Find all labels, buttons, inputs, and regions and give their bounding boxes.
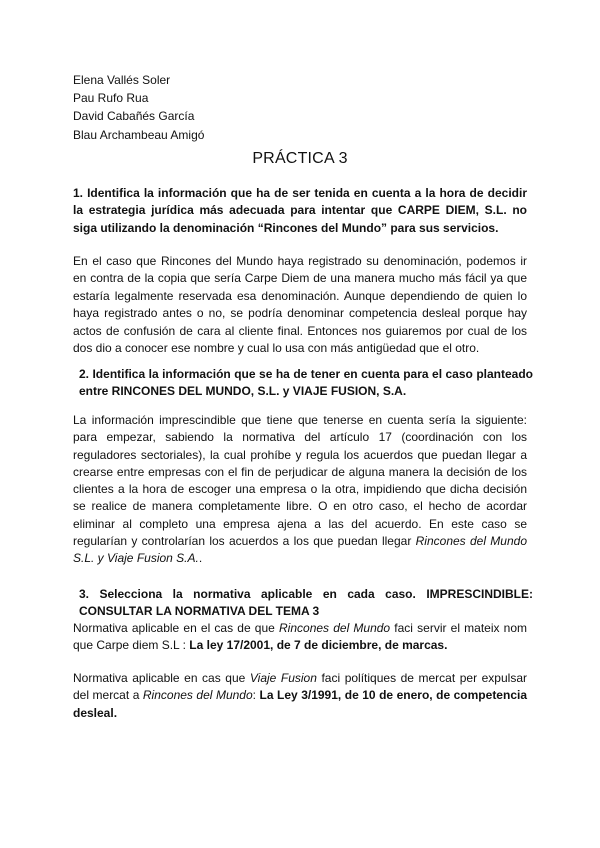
question-2: 2. Identifica la información que se ha de tener en cuenta para el caso planteado entre RINCONES DEL MUNDO, S.L. y VIAJE FUSION, S.A. [79,367,533,399]
answer-4-mid: faci polítiques de mercat per expulsar del mercat a [73,671,527,703]
author-name: Pau Rufo Rua [73,91,149,106]
question-1: 1. Identifica la información que ha de ser tenida en cuenta a la hora de decidir la estrategia jurídica más adecuada para intentar que CARPE DIEM, S.L. no siga utilizando la denominación “Rincones del Mundo” para sus servicios. [73,186,527,235]
answer-2 [73,412,527,568]
question-3: 3. Selecciona la normativa aplicable en cada caso. IMPRESCINDIBLE: CONSULTAR LA NORMATIVA DEL TEMA 3 [79,587,533,619]
answer-3-pre: Normativa aplicable en el cas de que [73,621,275,635]
answer-3-italic: Rincones del Mundo [279,621,391,635]
answer-4-colon: : [252,688,256,703]
page-title: PRÁCTICA 3 [252,150,348,167]
answer-4-italic-2: Rincones del Mundo [142,688,253,703]
answer-3-mid: faci servir el mateix nom que Carpe diem S.L : [73,621,528,653]
author-name: David Cabañés García [73,109,195,124]
answer-4-law: La Ley 3/1991, de 10 de enero, de competencia desleal. [73,688,527,720]
answer-4-pre: Normativa aplicable en cas que [73,671,246,685]
author-name: Blau Archambeau Amigó [73,127,205,142]
answer-4-italic-1: Viaje Fusion [249,671,317,685]
answer-3-law: La ley 17/2001, de 7 de diciembre, de marcas. [189,638,448,653]
answer-4 [73,670,527,722]
answer-1: En el caso que Rincones del Mundo haya registrado su denominación, podemos ir en contra de la copia que sería Carpe Diem de una manera mucho más fácil ya que estaría legalmente reservada esa denominación. Aunque dependiendo de quien lo haya registrado antes o no, se podría denominar competencia desleal porque hay actos de confusión de cara al cliente final. Entonces nos guiaremos por cual de los dos dio a conocer ese nombre y cual lo usa con más antigüedad que el otro. [73,254,527,356]
answer-3 [73,620,527,655]
answer-2-companies: Rincones del Mundo S.L. y Viaje Fusion S.A. [73,534,527,566]
author-name: Elena Vallés Soler [73,73,171,87]
answer-2-end: . [198,551,203,566]
answer-2-text: La información imprescindible que tiene que tenerse en cuenta sería la siguiente: para empezar, sabiendo la normativa del artículo 17 (coordinación con los reguladores sectoriales), la cual prohíbe y regula los acuerdos que puedan llegar a crearse entre empresas con el fin de perjudicar de alguna manera la decisión de los clientes a la hora de escoger una empresa o la otra, impidiendo que dicha decisión se realice de manera completamente libre. O en otro caso, el hecho de acordar eliminar al completo una empresa ajena a las del acuerdo. En este caso se regularían y controlarían los acuerdos a los que puedan llegar [73,413,527,549]
author-list [73,71,204,144]
